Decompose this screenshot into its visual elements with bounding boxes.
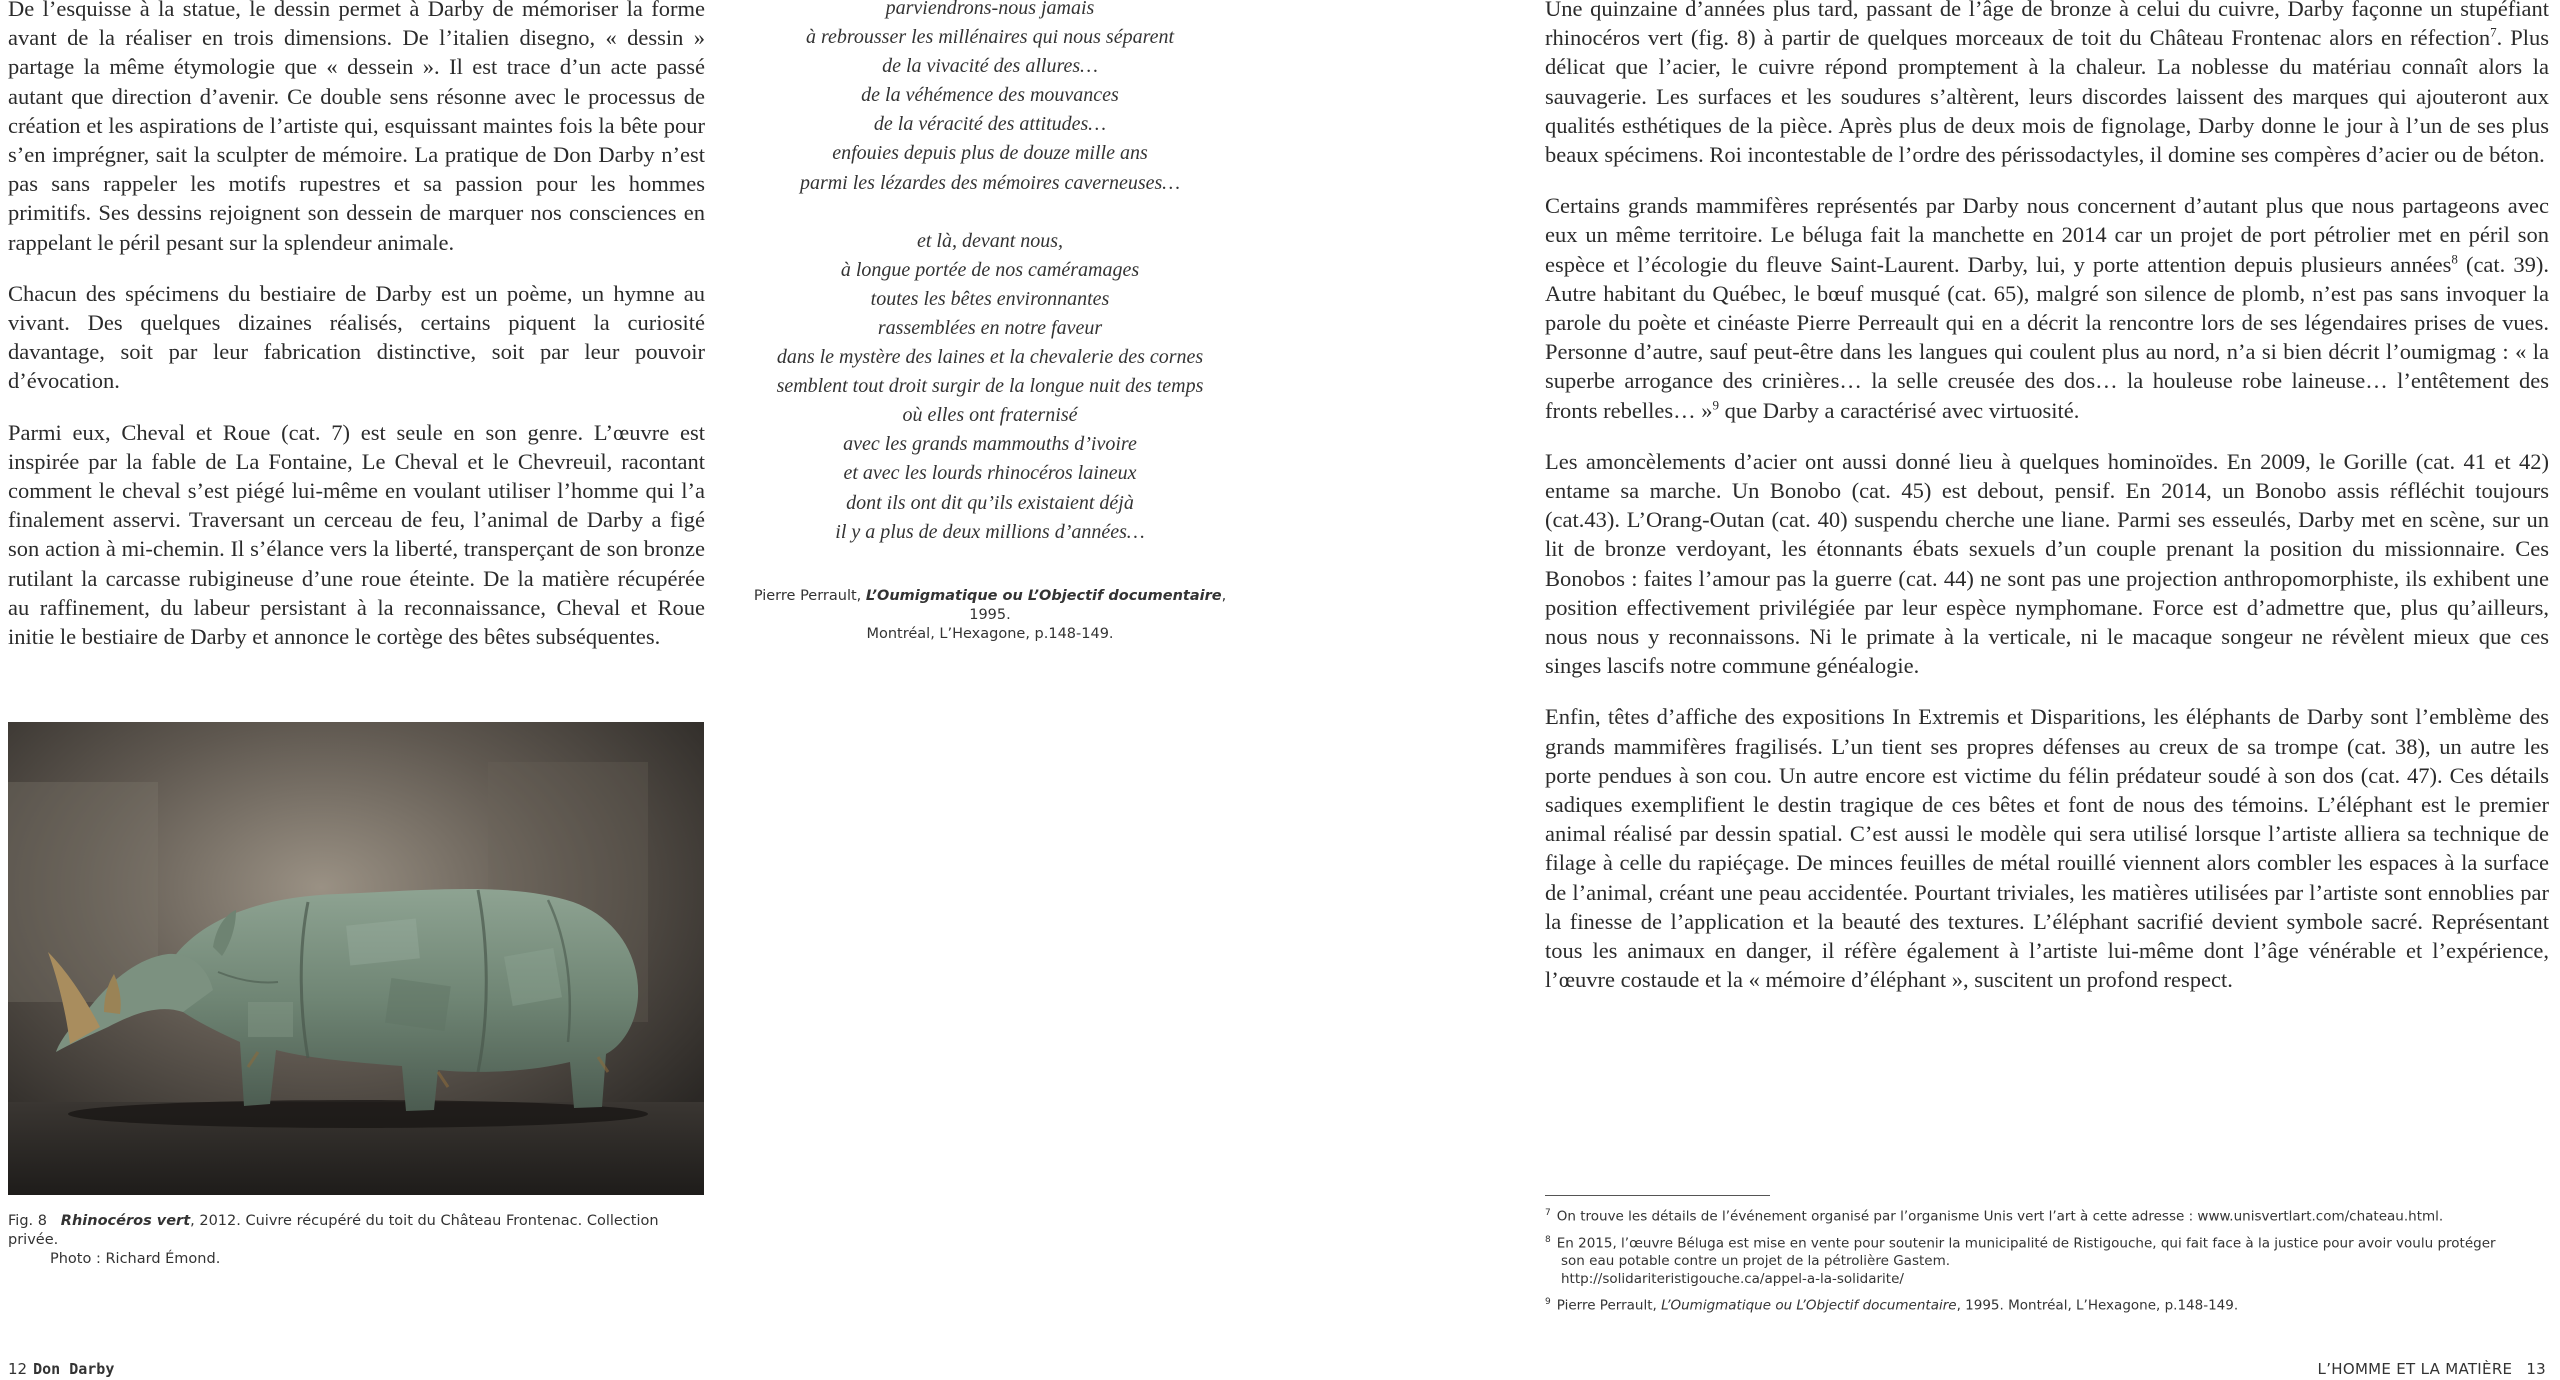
- caption-figure-number: Fig. 8: [8, 1213, 47, 1229]
- footnote-number: 8: [1545, 1235, 1551, 1245]
- footnote-ref-8[interactable]: 8: [2451, 251, 2458, 267]
- footnote-ref-7[interactable]: 7: [2490, 24, 2497, 40]
- right-paragraph-2: [1545, 191, 2549, 425]
- footnote-divider: [1545, 1195, 1770, 1196]
- left-paragraph-2: Chacun des spécimens du bestiaire de Darby est un poème, un hymne au vivant. Des quelques dizaines réalisés, certains piquent la curiosité davantage, soit par leur fabrication distinctive, soit par leur pouvoir d’évocation.: [8, 280, 705, 394]
- poem-stanza-2: [740, 227, 1240, 547]
- poem-stanza-1: [740, 0, 1240, 198]
- right-page-folio: [2318, 1360, 2546, 1378]
- poem-line: toutes les bêtes environnantes: [870, 287, 1110, 310]
- poem-line: à rebrousser les millénaires qui nous séparent: [805, 26, 1175, 49]
- footnote-ref-9[interactable]: 9: [1712, 397, 1719, 413]
- right-paragraph-3: Les amoncèlements d’acier ont aussi donné lieu à quelques hominoïdes. En 2009, le Gorille (cat. 41 et 42) entame sa marche. Un Bonobo (cat. 45) est debout, pensif. En 2014, un Bonobo assis réfléchit toujours (cat.43). L’Orang-Outan (cat. 40) suspendu cherche une liane. Parmi ses esseulés, Darby met en scène, sur un lit de bronze verdoyant, les étonnants ébats sexuels d’un couple prenant la position du missionnaire. Ces Bonobos : faites l’amour pas la guerre (cat. 44) ne sont pas une projection anthropomorphiste, ils exhibent une position effectivement privilégiée par leur espèce nymphomane. Force est d’admettre que, plus qu’ailleurs, nous nous y reconnaissons. Ni le primate à la verticale, ni le macaque songeur ne révèlent mieux que ces singes lascifs notre commune généalogie.: [1545, 448, 2549, 679]
- source-year: , 1995.: [969, 587, 1227, 623]
- caption-artwork-title: Rhinocéros vert: [60, 1213, 191, 1229]
- left-page-folio: [8, 1360, 114, 1378]
- right-paragraph-4: Enfin, têtes d’affiche des expositions In Extremis et Disparitions, les éléphants de Darby sont l’emblème des grands mammifères fragilisés. L’un tient ses propres défenses au creux de sa trompe (cat. 38), un autre les porte pendues à son cou. Un autre encore est victime du félin prédateur soudé à son dos (cat. 47). Ces détails sadiques exemplifient le destin tragique de ces bêtes et font de nous des témoins. L’éléphant est le premier animal réalisé par dessin spatial. C’est aussi le modèle qui sera utilisé lorsque l’artiste alliera sa technique de filage à celle du rapiéçage. De minces feuilles de métal rouillé viennent alors combler les espaces à la surface de l’animal, créant une peau accidentée. Pourtant triviales, les matières utilisées par l’artiste sont ennoblies par la finesse de l’application et la beauté des textures. L’éléphant sacrifié devient symbole sacré. Représentant tous les animaux en danger, il réfère également à l’artiste lui-même dont l’âge vénérable et l’expérience, l’œuvre costaude et la « mémoire d’éléphant », suscitent un profond respect.: [1545, 704, 2549, 993]
- poem-line: dont ils ont dit qu’ils existaient déjà: [846, 491, 1134, 514]
- right-p2-text-a: Certains grands mammifères représentés par Darby nous concernent d’autant plus que nous partageons avec eux un même territoire. Le béluga fait la manchette en 2014 car un projet de port pétrolier met en péril son espèce et l’écologie du fleuve Saint-Laurent. Darby, lui, y porte attention depuis plusieurs années: [1545, 193, 2549, 277]
- poem-line: enfouies depuis plus de douze mille ans: [832, 142, 1148, 165]
- footnote-link[interactable]: http://solidariteristigouche.ca/appel-a-la-solidarite/: [1561, 1270, 1904, 1287]
- running-head-chapter: L’HOMME ET LA MATIÈRE: [2317, 1360, 2513, 1378]
- poem-line: de la véracité des attitudes…: [873, 113, 1107, 136]
- right-p1-text-a: Une quinzaine d’années plus tard, passant de l’âge de bronze à celui du cuivre, Darby façonne un stupéfiant rhinocéros vert (fig. 8) à partir de quelques morceaux de toit du Château Frontenac alors en réfection: [1545, 0, 2549, 51]
- footnote-book-title: L’Oumigmatique ou L’Objectif documentaire: [1661, 1297, 1957, 1314]
- poem-line: il y a plus de deux millions d’années…: [835, 520, 1145, 543]
- right-paragraph-1: [1545, 0, 2549, 169]
- footnote-number: 9: [1545, 1297, 1551, 1307]
- poem-line: de la véhémence des mouvances: [861, 84, 1119, 107]
- footnote-8: [1545, 1232, 2549, 1288]
- left-column: [8, 0, 705, 673]
- right-page-number: 13: [2526, 1360, 2546, 1378]
- source-title: L’Oumigmatique ou L’Objectif documentaire: [865, 587, 1222, 604]
- poem-line: à longue portée de nos caméramages: [840, 258, 1140, 281]
- left-paragraph-3: Parmi eux, Cheval et Roue (cat. 7) est seule en son genre. L’œuvre est inspirée par la fable de La Fontaine, Le Cheval et le Chevreuil, racontant comment le cheval s’est piégé lui-même en voulant utiliser l’homme qui l’a finalement asservi. Traversant un cerceau de feu, l’animal de Darby a figé son action à mi-chemin. Il s’élance vers la liberté, transperçant de son bronze rutilant la carcasse rubigineuse d’une roue éteinte. De la matière récupérée au raffinement, du labeur persistant à la reconnaissance, Cheval et Roue initie le bestiaire de Darby et annonce le cortège des bêtes subséquentes.: [8, 419, 705, 650]
- footnote-text: son eau potable contre un projet de la pétrolière Gastem.: [1561, 1253, 1951, 1269]
- footnote-text: On trouve les détails de l’événement organisé par l’organisme Unis vert l’art à cette adresse : www.unisvertlart.com/chateau.html.: [1556, 1208, 2444, 1225]
- source-author: Pierre Perrault,: [753, 587, 862, 604]
- rhinoceros-illustration: [8, 722, 704, 1195]
- footnote-9: [1545, 1294, 2549, 1315]
- caption-details: , 2012. Cuivre récupéré du toit du Château Frontenac. Collection privée.: [8, 1213, 659, 1248]
- footnote-text: En 2015, l’œuvre Béluga est mise en vente pour soutenir la municipalité de Ristigouche, qui fait face à la justice pour avoir voulu protéger: [1556, 1235, 2496, 1252]
- poem-line: où elles ont fraternisé: [902, 404, 1078, 427]
- right-p1-text-b: . Plus délicat que l’acier, le cuivre répond promptement à la chaleur. La noblesse du matériau connaît alors la sauvagerie. Les surfaces et les soudures s’altèrent, leurs discordes laissent des marques qui ajouteront aux qualités esthétiques de la pièce. Après plus de deux mois de fignolage, Darby donne le jour à l’un de ses plus beaux spécimens. Roi incontestable de l’ordre des périssodactyles, il domine ses compères d’acier ou de béton.: [1545, 25, 2549, 168]
- poem-line: et avec les lourds rhinocéros laineux: [843, 462, 1137, 485]
- poem-line: parviendrons-nous jamais: [885, 0, 1095, 19]
- footnote-number: 7: [1545, 1208, 1551, 1218]
- rhinoceros-photo: [8, 722, 704, 1195]
- right-column: [1545, 0, 2549, 1017]
- caption-photo-credit: Photo : Richard Émond.: [50, 1251, 221, 1267]
- poem-line: parmi les lézardes des mémoires caverneuses…: [799, 171, 1181, 194]
- footnotes: [1545, 1205, 2549, 1321]
- footnote-text: Pierre Perrault,: [1556, 1297, 1662, 1314]
- poem-line: rassemblées en notre faveur: [877, 316, 1103, 339]
- figure-caption: [8, 1212, 708, 1269]
- footnote-7: [1545, 1205, 2549, 1226]
- running-head-book: Don Darby: [33, 1360, 115, 1378]
- left-page-number: 12: [8, 1360, 28, 1378]
- poem-line: semblent tout droit surgir de la longue nuit des temps: [776, 375, 1204, 398]
- poem-line: avec les grands mammouths d’ivoire: [843, 433, 1137, 456]
- left-paragraph-1: De l’esquisse à la statue, le dessin permet à Darby de mémoriser la forme avant de la réaliser en trois dimensions. De l’italien disegno, « dessin » partage la même étymologie que « dessein ». Il est trace d’un acte passé autant que direction d’avenir. Ce double sens résonne avec le processus de création et les aspirations de l’artiste qui, esquissant maintes fois la bête pour s’en imprégner, sait la sculpter de mémoire. La pratique de Don Darby n’est pas sans rappeler les motifs rupestres et sa passion pour les hommes primitifs. Ses dessins rejoignent son dessein de marquer nos consciences en rappelant le péril pesant sur la splendeur animale.: [8, 0, 705, 255]
- poem-line: dans le mystère des laines et la chevalerie des cornes: [776, 346, 1204, 369]
- right-p2-text-b: (cat. 39). Autre habitant du Québec, le bœuf musqué (cat. 65), malgré son silence de plomb, n’est pas sans invoquer la parole du poète et cinéaste Pierre Perreault qui en a décrit la rencontre lors de ses légendaires prises de vues. Personne d’autre, sauf peut-être dans les langues qui coulent plus au nord, n’a si bien décrit l’oumigmag : « la superbe arrogance des crinières… la selle creusée des dos… la houleuse robe laineuse… l’entêtement des fronts rebelles… »: [1545, 251, 2549, 423]
- poem-line: et là, devant nous,: [916, 229, 1064, 252]
- poem-source: [740, 587, 1240, 644]
- poem-column: [740, 0, 1240, 644]
- poem-line: de la vivacité des allures…: [882, 55, 1098, 78]
- footnote-text: , 1995. Montréal, L’Hexagone, p.148-149.: [1956, 1297, 2239, 1314]
- source-publisher: Montréal, L’Hexagone, p.148-149.: [866, 625, 1114, 642]
- right-p2-text-c: que Darby a caractérisé avec virtuosité.: [1718, 397, 2080, 423]
